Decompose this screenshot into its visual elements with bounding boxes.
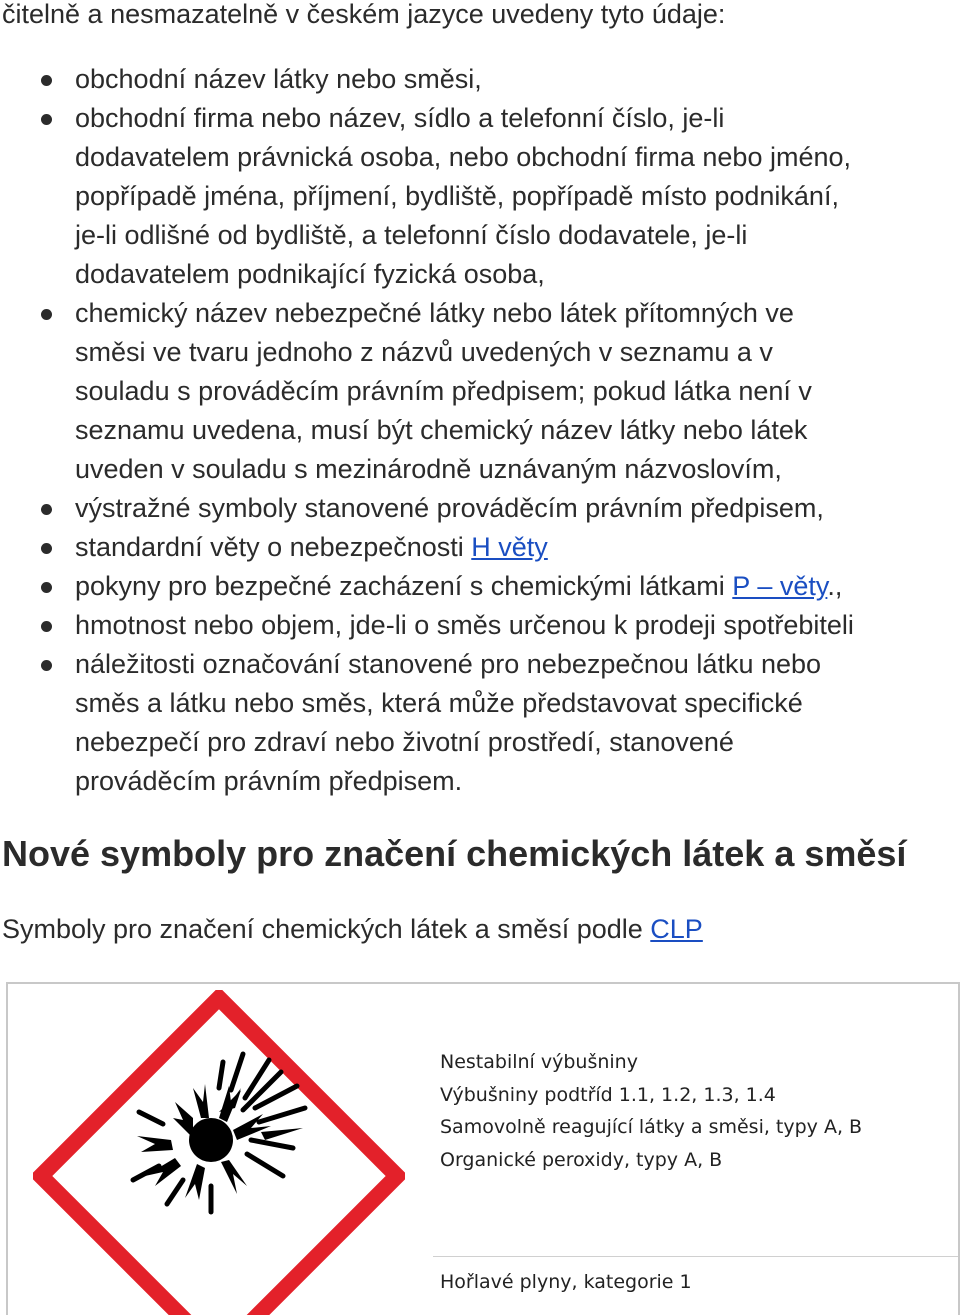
list-item xyxy=(0,489,960,528)
list-item-text: hmotnost nebo objem, jde-li o směs určenou k prodeji spotřebiteli xyxy=(75,610,854,640)
list-item xyxy=(0,528,960,567)
clp-link[interactable]: CLP xyxy=(650,914,703,944)
hazard-class-item: Hořlavé plyny, kategorie 1 xyxy=(440,1271,692,1293)
intro-text: čitelně a nesmazatelně v českém jazyce uvedeny tyto údaje: xyxy=(2,0,726,29)
list-item-text: pokyny pro bezpečné zacházení s chemickými látkami xyxy=(75,571,733,601)
list-item xyxy=(0,294,960,489)
list-item xyxy=(0,99,960,294)
hazard-class-item: Nestabilní výbušniny xyxy=(440,1051,638,1073)
section-heading: Nové symboly pro značení chemických látek a směsí xyxy=(2,833,907,874)
requirements-list xyxy=(0,60,960,801)
list-item-text: náležitosti označování stanovené pro nebezpečnou látku nebo směs a látku nebo směs, která může představovat specifické nebezpečí pro zdraví nebo životní prostředí, stanovené prováděcím právním předpisem. xyxy=(75,649,822,796)
hazard-class-item: Samovolně reagující látky a směsi, typy A, B xyxy=(440,1116,863,1138)
list-item-text: chemický název nebezpečné látky nebo látek přítomných ve směsi ve tvaru jednoho z názvů uvedených v seznamu a v souladu s prováděcím právním předpisem; pokud látka není v seznamu uvedena, musí být chemický název látky nebo látek uveden v souladu s mezinárodně uznávaným názvoslovím, xyxy=(75,298,812,484)
list-item xyxy=(0,645,960,801)
list-item-text: obchodní název látky nebo směsi, xyxy=(75,64,482,94)
explosive-pictogram-icon xyxy=(33,990,405,1315)
list-item xyxy=(0,60,960,99)
row-divider xyxy=(433,1256,960,1257)
list-item xyxy=(0,606,960,645)
p-vety-link[interactable]: P – věty xyxy=(732,571,828,601)
list-item-suffix: ., xyxy=(827,571,843,601)
section-intro xyxy=(2,909,703,949)
hazard-class-item: Výbušniny podtříd 1.1, 1.2, 1.3, 1.4 xyxy=(440,1083,776,1106)
list-item-text: výstražné symboly stanovené prováděcím právním předpisem, xyxy=(75,493,824,523)
hazard-class-list xyxy=(440,1046,862,1176)
hazard-symbols-figure xyxy=(6,982,960,1315)
list-item-text: obchodní firma nebo název, sídlo a telefonní číslo, je-li dodavatelem právnická osoba, nebo obchodní firma nebo jméno, popřípadě jména, příjmení, bydliště, popřípadě místo podnikání, je-li odlišné od bydliště, a telefonní číslo dodavatele, je-li dodavatelem podnikající fyzická osoba, xyxy=(75,103,851,289)
hazard-class-list-2 xyxy=(440,1267,692,1297)
section-intro-text: Symboly pro značení chemických látek a směsí podle xyxy=(2,914,651,944)
h-vety-link[interactable]: H věty xyxy=(471,532,548,562)
hazard-class-item: Organické peroxidy, typy A, B xyxy=(440,1148,723,1171)
list-item-text: standardní věty o nebezpečnosti xyxy=(75,532,472,562)
list-item xyxy=(0,567,960,606)
